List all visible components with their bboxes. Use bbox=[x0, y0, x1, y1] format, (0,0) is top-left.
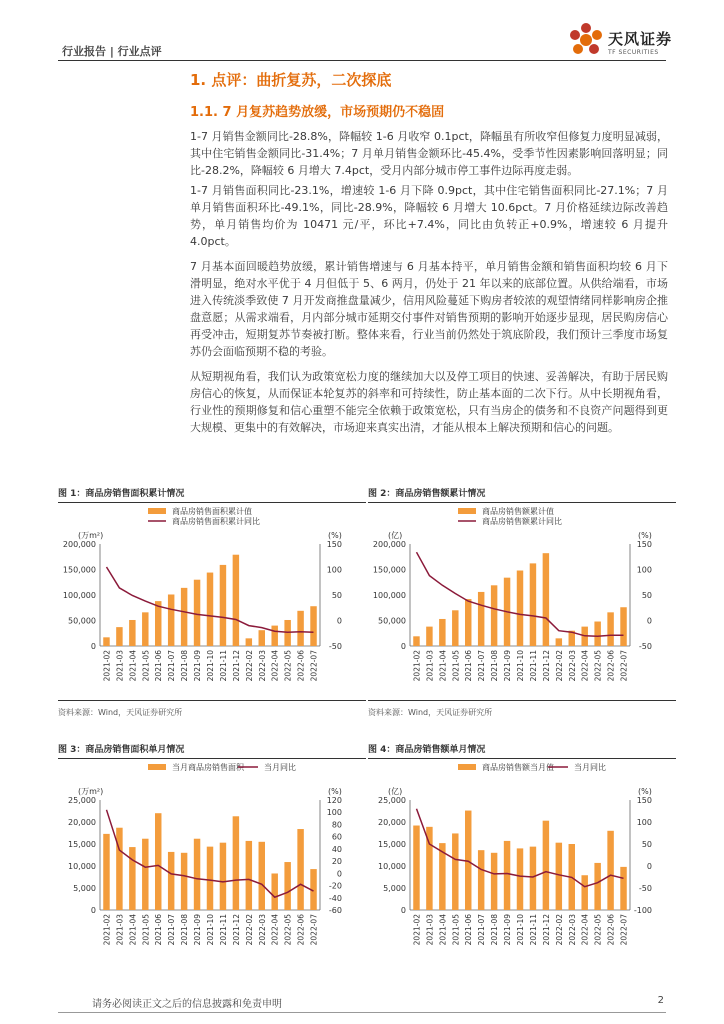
y-right-tick-label: 0 bbox=[646, 616, 652, 626]
bar bbox=[517, 848, 523, 910]
bar bbox=[310, 606, 316, 646]
y-right-tick-label: 150 bbox=[326, 540, 342, 549]
legend-label: 商品房销售面积累计同比 bbox=[172, 517, 260, 526]
y-left-tick-label: 20,000 bbox=[68, 818, 96, 827]
y-left-tick-label: 5,000 bbox=[383, 884, 406, 893]
bar bbox=[556, 843, 562, 910]
bar bbox=[491, 853, 497, 910]
bar bbox=[116, 828, 122, 910]
y-left-tick-label: 20,000 bbox=[378, 818, 406, 827]
logo-text-cn: 天风证券 bbox=[608, 30, 673, 48]
bar bbox=[271, 626, 277, 646]
y-left-tick-label: 0 bbox=[400, 906, 406, 915]
bar bbox=[297, 611, 303, 646]
section-title: 1. 点评：曲折复苏，二次探底 bbox=[190, 71, 392, 89]
bar bbox=[142, 839, 148, 910]
x-tick-label: 2022-05 bbox=[283, 914, 293, 946]
y-right-tick-label: 50 bbox=[641, 840, 652, 849]
x-tick-label: 2021-05 bbox=[451, 914, 461, 946]
y-right-tick-label: -60 bbox=[328, 906, 342, 915]
x-tick-label: 2021-06 bbox=[464, 914, 474, 946]
y-left-tick-label: 200,000 bbox=[372, 540, 406, 549]
subsection-title: 1.1. 7 月复苏趋势放缓，市场预期仍不稳固 bbox=[190, 105, 445, 120]
chart-title: 图 3：商品房销售面积单月情况 bbox=[58, 742, 366, 759]
x-tick-label: 2021-09 bbox=[193, 914, 203, 946]
x-tick-label: 2021-09 bbox=[503, 650, 513, 682]
legend-bar-swatch bbox=[458, 508, 476, 514]
bar bbox=[620, 867, 626, 910]
y-left-tick-label: 25,000 bbox=[378, 796, 406, 805]
bar bbox=[246, 638, 252, 646]
header-divider bbox=[58, 60, 666, 61]
x-tick-label: 2021-11 bbox=[528, 650, 538, 682]
bar bbox=[607, 612, 613, 646]
x-tick-label: 2021-10 bbox=[206, 914, 215, 946]
bar bbox=[284, 620, 290, 646]
chart-title: 图 2：商品房销售额累计情况 bbox=[368, 486, 676, 503]
bar bbox=[207, 573, 213, 646]
bar bbox=[413, 826, 419, 910]
y-right-tick-label: 100 bbox=[636, 818, 652, 827]
y-left-tick-label: 150,000 bbox=[372, 565, 406, 575]
y-right-tick-label: -100 bbox=[633, 906, 652, 915]
y-left-tick-label: 200,000 bbox=[62, 540, 96, 549]
y-right-tick-label: 20 bbox=[331, 857, 342, 867]
bar bbox=[491, 585, 497, 646]
x-tick-label: 2022-06 bbox=[296, 914, 306, 946]
y-right-tick-label: -20 bbox=[328, 881, 342, 891]
y-left-unit: (万m²) bbox=[78, 787, 104, 796]
bar bbox=[129, 847, 135, 910]
x-tick-label: 2021-02 bbox=[102, 650, 112, 682]
bar bbox=[452, 833, 458, 910]
x-tick-label: 2022-07 bbox=[619, 914, 629, 946]
legend-bar-swatch bbox=[148, 508, 166, 514]
x-tick-label: 2022-03 bbox=[257, 650, 267, 682]
bar bbox=[439, 619, 445, 646]
paragraph-4: 从短期视角看，我们认为政策宽松力度的继续加大以及停工项目的快速、妥善解决，有助于居民购房信心的恢复，从而保证本轮复苏的斜率和可持续性，防止基本面的二次下行。从中长期视角看，行业性的预期修复和信心重塑不能完全依赖于政策宽松，只有当房企的债务和不良资产问题得到更大规模、更集中的有效解决，市场迎来真实出清，才能从根本上解决预期和信心的问题。 bbox=[190, 370, 668, 434]
bar bbox=[594, 863, 600, 910]
x-tick-label: 2022-04 bbox=[270, 650, 280, 682]
x-tick-label: 2021-08 bbox=[180, 650, 190, 682]
legend-label: 商品房销售额累计值 bbox=[482, 507, 554, 516]
bar bbox=[246, 841, 252, 910]
x-tick-label: 2021-03 bbox=[425, 914, 435, 946]
x-tick-label: 2022-04 bbox=[270, 914, 280, 946]
x-tick-label: 2021-10 bbox=[516, 914, 525, 946]
bar bbox=[504, 841, 510, 910]
y-left-tick-label: 15,000 bbox=[378, 840, 406, 849]
y-right-unit: (%) bbox=[328, 787, 342, 796]
bar bbox=[207, 847, 213, 910]
bar bbox=[465, 599, 471, 646]
x-tick-label: 2022-07 bbox=[309, 650, 319, 682]
x-tick-label: 2022-05 bbox=[593, 914, 603, 946]
y-left-tick-label: 50,000 bbox=[378, 616, 406, 626]
y-right-tick-label: 0 bbox=[336, 616, 342, 626]
x-tick-label: 2021-07 bbox=[167, 650, 177, 682]
y-left-tick-label: 100,000 bbox=[372, 591, 406, 600]
y-right-tick-label: 100 bbox=[326, 808, 342, 818]
chart-title: 图 4：商品房销售额单月情况 bbox=[368, 742, 676, 759]
chart-1-plot bbox=[58, 504, 366, 700]
x-tick-label: 2022-02 bbox=[554, 914, 564, 946]
breadcrumb: 行业报告 | 行业点评 bbox=[62, 45, 162, 58]
y-left-unit: (亿) bbox=[388, 787, 403, 796]
bar bbox=[103, 834, 109, 910]
bar bbox=[233, 555, 239, 646]
bar bbox=[426, 627, 432, 646]
x-tick-label: 2021-09 bbox=[503, 914, 513, 946]
bar bbox=[594, 622, 600, 646]
bar bbox=[530, 847, 536, 910]
y-left-unit: (万m²) bbox=[78, 531, 104, 540]
y-right-tick-label: 80 bbox=[331, 820, 342, 830]
x-tick-label: 2021-03 bbox=[115, 650, 125, 682]
y-right-tick-label: -50 bbox=[638, 884, 652, 893]
x-tick-label: 2021-04 bbox=[438, 914, 448, 946]
x-tick-label: 2021-02 bbox=[412, 650, 422, 682]
bar bbox=[194, 839, 200, 910]
x-tick-label: 2021-12 bbox=[541, 914, 551, 946]
x-tick-label: 2022-06 bbox=[296, 650, 306, 682]
bar bbox=[168, 852, 174, 910]
x-tick-label: 2021-04 bbox=[438, 650, 448, 682]
chart-title: 图 1：商品房销售面积累计情况 bbox=[58, 486, 366, 503]
bar bbox=[543, 553, 549, 646]
y-left-tick-label: 0 bbox=[90, 642, 96, 651]
bar bbox=[194, 580, 200, 646]
y-right-tick-label: 50 bbox=[331, 591, 342, 600]
y-right-tick-label: 100 bbox=[326, 565, 342, 575]
bar bbox=[556, 638, 562, 646]
bar bbox=[259, 842, 265, 910]
bar bbox=[155, 601, 161, 646]
bar bbox=[620, 607, 626, 646]
x-tick-label: 2021-10 bbox=[206, 650, 215, 682]
y-right-tick-label: 0 bbox=[646, 862, 652, 871]
y-right-tick-label: -40 bbox=[328, 893, 342, 903]
y-right-tick-label: 60 bbox=[331, 832, 342, 842]
chart-4-plot bbox=[368, 760, 676, 964]
y-right-tick-label: 150 bbox=[636, 796, 652, 805]
y-left-tick-label: 0 bbox=[90, 906, 96, 915]
y-left-tick-label: 0 bbox=[400, 642, 406, 651]
x-tick-label: 2022-02 bbox=[554, 650, 564, 682]
y-left-tick-label: 5,000 bbox=[73, 884, 96, 893]
bar bbox=[478, 592, 484, 646]
x-tick-label: 2021-07 bbox=[167, 914, 177, 946]
bar bbox=[220, 565, 226, 646]
bar bbox=[103, 637, 109, 646]
x-tick-label: 2021-11 bbox=[218, 650, 228, 682]
y-right-tick-label: -50 bbox=[328, 642, 342, 651]
x-tick-label: 2021-12 bbox=[541, 650, 551, 682]
x-tick-label: 2022-04 bbox=[580, 650, 590, 682]
footer-divider bbox=[58, 1012, 666, 1013]
x-tick-label: 2022-03 bbox=[257, 914, 267, 946]
x-tick-label: 2022-02 bbox=[244, 914, 254, 946]
x-tick-label: 2021-06 bbox=[464, 650, 474, 682]
x-tick-label: 2021-08 bbox=[490, 650, 500, 682]
legend-label: 当月同比 bbox=[574, 763, 606, 772]
legend-label: 当月商品房销售面积 bbox=[172, 763, 244, 772]
page-number: 2 bbox=[657, 995, 664, 1006]
x-tick-label: 2021-05 bbox=[141, 650, 151, 682]
y-right-tick-label: 100 bbox=[636, 565, 652, 575]
y-left-tick-label: 100,000 bbox=[62, 591, 96, 600]
bar bbox=[284, 862, 290, 910]
y-left-tick-label: 10,000 bbox=[68, 862, 96, 871]
x-tick-label: 2021-05 bbox=[141, 914, 151, 946]
bar bbox=[142, 612, 148, 646]
x-tick-label: 2021-04 bbox=[128, 914, 138, 946]
bar bbox=[581, 875, 587, 910]
bar bbox=[220, 843, 226, 910]
x-tick-label: 2022-06 bbox=[606, 914, 616, 946]
company-logo bbox=[568, 22, 678, 60]
bar bbox=[116, 627, 122, 646]
chart-source: 资料来源：Wind，天风证券研究所 bbox=[368, 700, 676, 718]
chart-3-plot bbox=[58, 760, 366, 964]
bar bbox=[181, 853, 187, 910]
paragraph-1: 1-7 月销售金额同比-28.8%，降幅较 1-6 月收窄 0.1pct，降幅虽有所收窄但修复力度明显减弱，其中住宅销售金额同比-31.4%；7 月单月销售金额环比-45.4%，受季节性因素影响回落明显；同比-28.2%，降幅较 6 月增大 7.4pct，受月内部分城市停工事件边际再度走弱。 bbox=[190, 130, 668, 177]
x-tick-label: 2022-03 bbox=[567, 914, 577, 946]
x-tick-label: 2021-03 bbox=[425, 650, 435, 682]
y-left-tick-label: 10,000 bbox=[378, 862, 406, 871]
x-tick-label: 2021-07 bbox=[477, 650, 487, 682]
x-tick-label: 2021-05 bbox=[451, 650, 461, 682]
logo-flower-icon bbox=[568, 22, 604, 58]
y-left-tick-label: 50,000 bbox=[68, 616, 96, 626]
y-right-unit: (%) bbox=[638, 531, 652, 540]
x-tick-label: 2021-12 bbox=[231, 914, 241, 946]
y-left-tick-label: 25,000 bbox=[68, 796, 96, 805]
y-right-unit: (%) bbox=[638, 787, 652, 796]
x-tick-label: 2022-07 bbox=[619, 650, 629, 682]
y-right-tick-label: 120 bbox=[326, 796, 342, 805]
bar bbox=[233, 816, 239, 910]
legend-label: 商品房销售面积累计值 bbox=[172, 507, 252, 516]
legend-bar-swatch bbox=[148, 764, 166, 770]
x-tick-label: 2021-07 bbox=[477, 914, 487, 946]
y-right-tick-label: 40 bbox=[331, 844, 342, 854]
x-tick-label: 2022-05 bbox=[283, 650, 293, 682]
logo-text-en: TF SECURITIES bbox=[608, 49, 659, 56]
x-tick-label: 2022-06 bbox=[606, 650, 616, 682]
bar bbox=[517, 571, 523, 646]
bar bbox=[530, 563, 536, 646]
x-tick-label: 2021-09 bbox=[193, 650, 203, 682]
x-tick-label: 2021-08 bbox=[490, 914, 500, 946]
bar bbox=[155, 813, 161, 910]
x-tick-label: 2021-06 bbox=[154, 650, 164, 682]
x-tick-label: 2022-03 bbox=[567, 650, 577, 682]
bar bbox=[297, 829, 303, 910]
bar bbox=[181, 588, 187, 646]
x-tick-label: 2022-04 bbox=[580, 914, 590, 946]
x-tick-label: 2021-02 bbox=[102, 914, 112, 946]
bar bbox=[543, 821, 549, 910]
x-tick-label: 2021-10 bbox=[516, 650, 525, 682]
legend-label: 当月同比 bbox=[264, 763, 296, 772]
x-tick-label: 2021-04 bbox=[128, 650, 138, 682]
x-tick-label: 2021-03 bbox=[115, 914, 125, 946]
bar bbox=[259, 630, 265, 646]
x-tick-label: 2021-08 bbox=[180, 914, 190, 946]
x-tick-label: 2022-02 bbox=[244, 650, 254, 682]
bar bbox=[607, 831, 613, 910]
x-tick-label: 2022-05 bbox=[593, 650, 603, 682]
y-left-tick-label: 150,000 bbox=[62, 565, 96, 575]
bar bbox=[413, 636, 419, 646]
bar bbox=[129, 620, 135, 646]
y-left-unit: (亿) bbox=[388, 531, 403, 540]
x-tick-label: 2021-11 bbox=[528, 914, 538, 946]
bar bbox=[452, 610, 458, 646]
x-tick-label: 2021-02 bbox=[412, 914, 422, 946]
footer-disclaimer: 请务必阅读正文之后的信息披露和免责申明 bbox=[92, 999, 282, 1010]
y-left-tick-label: 15,000 bbox=[68, 840, 96, 849]
legend-label: 商品房销售额当月值 bbox=[482, 763, 554, 772]
chart-2-plot bbox=[368, 504, 676, 700]
legend-bar-swatch bbox=[458, 764, 476, 770]
paragraph-2: 1-7 月销售面积同比-23.1%，增速较 1-6 月下降 0.9pct，其中住宅销售面积同比-27.1%；7 月单月销售面积环比-49.1%，同比-28.9%，降幅较 6 月增大 10.6pct。7 月价格延续边际改善趋势，单月销售均价为 10471 元/平，环比+7.4%，同比由负转正+0.9%，增速较 6 月提升 4.0pct。 bbox=[190, 184, 668, 248]
x-tick-label: 2021-11 bbox=[218, 914, 228, 946]
y-right-tick-label: -50 bbox=[638, 642, 652, 651]
bar bbox=[271, 873, 277, 910]
bar bbox=[168, 594, 174, 646]
x-tick-label: 2021-12 bbox=[231, 650, 241, 682]
paragraph-3: 7 月基本面回暖趋势放缓，累计销售增速与 6 月基本持平，单月销售金额和销售面积均较 6 月下滑明显，绝对水平优于 4 月但低于 5、6 两月，仍处于 21 年以来的底部位置。从供给端看，市场进入传统淡季致使 7 月开发商推盘量减少，信用风险蔓延下购房者较浓的观望情绪同样影响房企推盘意愿；从需求端看，月内部分城市延期交付事件对销售预期的影响开始逐步显现，居民购房信心再受冲击，短期复苏节奏被打断。整体来看，行业当前仍然处于筑底阶段，我们预计三季度市场复苏仍会面临预期不稳的考验。 bbox=[190, 260, 668, 358]
x-tick-label: 2021-06 bbox=[154, 914, 164, 946]
y-right-tick-label: 0 bbox=[336, 869, 342, 879]
y-right-tick-label: 150 bbox=[636, 540, 652, 549]
y-right-tick-label: 50 bbox=[641, 591, 652, 600]
x-tick-label: 2022-07 bbox=[309, 914, 319, 946]
bar bbox=[478, 850, 484, 910]
legend-label: 商品房销售额累计同比 bbox=[482, 517, 562, 526]
chart-source: 资料来源：Wind，天风证券研究所 bbox=[58, 700, 366, 718]
y-right-unit: (%) bbox=[328, 531, 342, 540]
